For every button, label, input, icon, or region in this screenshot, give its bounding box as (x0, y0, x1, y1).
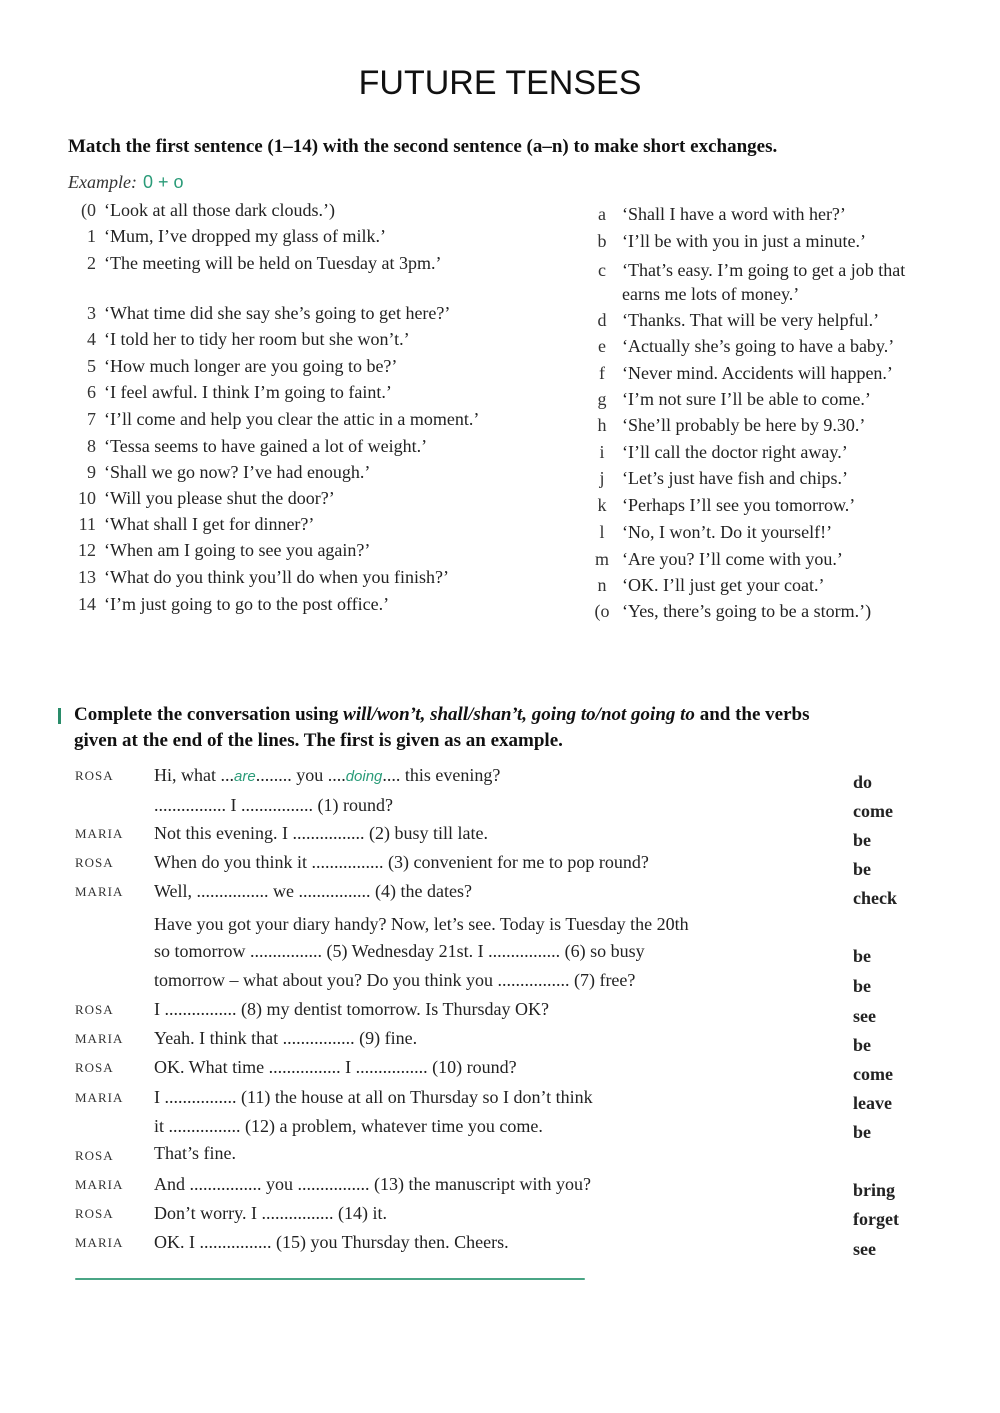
sentence-number: 4 (87, 329, 96, 349)
sentence-text: ‘Shall I have a word with her?’ (622, 204, 846, 224)
sentence-number: 7 (87, 409, 96, 429)
speaker-label: MARIA (75, 826, 124, 841)
speaker-label: ROSA (75, 1060, 114, 1075)
conversation-line (154, 765, 500, 786)
second-sentence-a (590, 204, 846, 225)
verb-hint: be (853, 830, 871, 850)
sentence-number: 11 (78, 514, 96, 534)
sentence-text: ‘What time did she say she’s going to get here?’ (104, 303, 451, 323)
sentence-number: 9 (87, 462, 96, 482)
section-marker (58, 708, 61, 724)
sentence-letter: (o (594, 601, 610, 621)
sentence-text: ‘No, I won’t. Do it yourself!’ (622, 522, 833, 542)
sentence-letter: h (597, 415, 607, 435)
sentence-number: (0 (81, 200, 96, 220)
sentence-text: ‘Will you please shut the door?’ (104, 488, 335, 508)
sentence-text: ‘Let’s just have fish and chips.’ (622, 468, 848, 488)
second-sentence-f (590, 363, 893, 384)
footer-divider (75, 1278, 585, 1280)
first-sentence-0 (62, 200, 335, 221)
sentence-text: ‘Actually she’s going to have a baby.’ (622, 336, 895, 356)
sentence-letter: m (594, 549, 609, 569)
line-text: ........ you .... (255, 765, 346, 785)
verb-hint: come (853, 801, 893, 821)
sentence-text: ‘I told her to tidy her room but she won’t.’ (104, 329, 410, 349)
instruction-part-a: Complete the conversation using (74, 704, 344, 725)
line-text: Hi, what ... (154, 765, 234, 785)
line-text: .... this evening? (382, 765, 501, 785)
verb-hint: see (853, 1239, 876, 1259)
first-sentence-12 (62, 540, 370, 561)
sentence-text: ‘Look at all those dark clouds.’) (104, 200, 335, 220)
second-sentence-o (590, 601, 871, 622)
sentence-text: ‘I’ll be with you in just a minute.’ (622, 231, 866, 251)
sentence-letter: k (597, 495, 607, 515)
verb-hint: forget (853, 1209, 899, 1229)
conversation-line: tomorrow – what about you? Do you think you ................ (7) free? (154, 970, 636, 990)
sentence-text: ‘The meeting will be held on Tuesday at 3pm.’ (104, 253, 442, 273)
sentence-letter: c (598, 260, 606, 280)
example-label: Example: (68, 172, 137, 192)
sentence-number: 5 (87, 356, 96, 376)
speaker-label: ROSA (75, 1002, 114, 1017)
sentence-number: 14 (78, 594, 96, 614)
sentence-letter: e (598, 336, 606, 356)
sentence-number: 8 (87, 436, 96, 456)
verb-hint: do (853, 772, 873, 792)
example-answer-doing: doing (345, 768, 383, 785)
first-sentence-13 (62, 567, 449, 588)
sentence-letter: a (598, 204, 606, 224)
verb-hint: see (853, 1006, 876, 1026)
speaker-label: MARIA (75, 1090, 124, 1105)
sentence-text: ‘I’ll come and help you clear the attic in a moment.’ (104, 409, 480, 429)
conversation-line: OK. I ................ (15) you Thursday then. Cheers. (154, 1232, 509, 1252)
second-sentence-h (590, 415, 865, 436)
speaker-label: ROSA (75, 768, 114, 783)
sentence-text: ‘I’ll call the doctor right away.’ (622, 442, 848, 462)
sentence-letter: d (597, 310, 607, 330)
second-sentence-n (590, 575, 824, 596)
second-sentence-m (590, 549, 843, 570)
conversation-line: Don’t worry. I ................ (14) it. (154, 1203, 387, 1223)
sentence-text: ‘Thanks. That will be very helpful.’ (622, 310, 880, 330)
sentence-text: ‘Mum, I’ve dropped my glass of milk.’ (104, 226, 386, 246)
verb-hint: be (853, 1035, 871, 1055)
second-sentence-g (590, 389, 871, 410)
sentence-number: 3 (87, 303, 96, 323)
second-sentence-i (590, 442, 848, 463)
sentence-text: ‘Tessa seems to have gained a lot of weight.’ (104, 436, 428, 456)
sentence-text: ‘Never mind. Accidents will happen.’ (622, 363, 893, 383)
sentence-letter: n (597, 575, 607, 595)
second-sentence-b (590, 231, 866, 252)
speaker-label: ROSA (75, 855, 114, 870)
first-sentence-7 (62, 409, 479, 430)
sentence-letter: b (597, 231, 607, 251)
sentence-text: ‘Are you? I’ll come with you.’ (622, 549, 843, 569)
sentence-text: ‘That’s easy. I’m going to get a job that earns me lots of money.’ (622, 260, 906, 304)
speaker-label: MARIA (75, 884, 124, 899)
conversation-line: OK. What time ................ I ................ (10) round? (154, 1057, 517, 1077)
sentence-text: ‘How much longer are you going to be?’ (104, 356, 398, 376)
conversation-line: it ................ (12) a problem, whatever time you come. (154, 1116, 543, 1136)
sentence-text: ‘What shall I get for dinner?’ (104, 514, 315, 534)
speaker-label: ROSA (75, 1206, 114, 1221)
conversation-line: Not this evening. I ................ (2) busy till late. (154, 823, 488, 843)
speaker-label: ROSA (75, 1148, 114, 1163)
speaker-label: MARIA (75, 1177, 124, 1192)
speaker-label: MARIA (75, 1235, 124, 1250)
conversation-line: I ................ (8) my dentist tomorrow. Is Thursday OK? (154, 999, 549, 1019)
instruction-emphasis: will/won’t, shall/shan’t, going to/not going to (343, 704, 695, 725)
example-answer: 0 + o (142, 172, 184, 192)
second-sentence-e (590, 336, 894, 357)
first-sentence-9 (62, 462, 370, 483)
sentence-text: ‘Perhaps I’ll see you tomorrow.’ (622, 495, 856, 515)
first-sentence-2 (62, 253, 441, 274)
sentence-text: ‘OK. I’ll just get your coat.’ (622, 575, 825, 595)
page-title: FUTURE TENSES (358, 64, 642, 102)
verb-hint: come (853, 1064, 893, 1084)
sentence-number: 10 (78, 488, 96, 508)
sentence-text: ‘She’ll probably be here by 9.30.’ (622, 415, 866, 435)
first-sentence-4 (62, 329, 410, 350)
verb-hint: be (853, 859, 871, 879)
example-answer-are: are (234, 768, 256, 785)
conversation-line: Have you got your diary handy? Now, let’s see. Today is Tuesday the 20th (154, 914, 689, 934)
sentence-letter: j (599, 468, 605, 488)
verb-hint: check (853, 888, 897, 908)
exercise1-example (68, 172, 184, 193)
conversation-line: That’s fine. (154, 1143, 236, 1163)
verb-hint: leave (853, 1093, 892, 1113)
first-sentence-5 (62, 356, 397, 377)
second-sentence-j (590, 468, 848, 489)
first-sentence-8 (62, 436, 427, 457)
conversation-line: Yeah. I think that ................ (9) fine. (154, 1028, 418, 1048)
sentence-number: 12 (78, 540, 96, 560)
speaker-label: MARIA (75, 1031, 124, 1046)
sentence-text: ‘Yes, there’s going to be a storm.’) (622, 601, 872, 621)
sentence-number: 6 (87, 382, 96, 402)
second-sentence-k (590, 495, 855, 516)
verb-hint: be (853, 946, 871, 966)
second-sentence-d (590, 310, 879, 331)
verb-hint: bring (853, 1180, 896, 1200)
first-sentence-10 (62, 488, 335, 509)
sentence-text: ‘I feel awful. I think I’m going to faint.’ (104, 382, 392, 402)
second-sentence-c (590, 258, 920, 306)
sentence-number: 2 (87, 253, 96, 273)
verb-hint: be (853, 1122, 871, 1142)
sentence-letter: f (599, 363, 605, 383)
instruction-part-b: and the verbs given at the end of the lines. The first is given as an example. (74, 704, 810, 751)
sentence-text: ‘I’m not sure I’ll be able to come.’ (622, 389, 871, 409)
sentence-letter: l (599, 522, 605, 542)
sentence-letter: g (597, 389, 607, 409)
conversation-line: And ................ you ................ (13) the manuscript with you? (154, 1174, 591, 1194)
sentence-text: ‘When am I going to see you again?’ (104, 540, 371, 560)
sentence-text: ‘I’m just going to go to the post office.’ (104, 594, 390, 614)
conversation-line: ................ I ................ (1) round? (154, 795, 393, 815)
verb-hint: be (853, 976, 871, 996)
second-sentence-l (590, 522, 832, 543)
conversation-line: When do you think it ................ (3) convenient for me to pop round? (154, 852, 649, 872)
first-sentence-14 (62, 594, 389, 615)
conversation-line: Well, ................ we ................ (4) the dates? (154, 881, 472, 901)
first-sentence-1 (62, 226, 386, 247)
sentence-text: ‘Shall we go now? I’ve had enough.’ (104, 462, 371, 482)
sentence-number: 13 (78, 567, 96, 587)
exercise1-instruction: Match the first sentence (1–14) with the second sentence (a–n) to make short exchanges. (68, 136, 778, 157)
sentence-text: ‘What do you think you’ll do when you finish?’ (104, 567, 449, 587)
exercise2-instruction (74, 702, 854, 754)
first-sentence-3 (62, 303, 450, 324)
sentence-letter: i (599, 442, 605, 462)
conversation-line: so tomorrow ................ (5) Wednesday 21st. I ................ (6) so busy (154, 941, 645, 961)
first-sentence-11 (62, 514, 314, 535)
conversation-line: I ................ (11) the house at all on Thursday so I don’t think (154, 1087, 593, 1107)
sentence-number: 1 (87, 226, 96, 246)
first-sentence-6 (62, 382, 392, 403)
